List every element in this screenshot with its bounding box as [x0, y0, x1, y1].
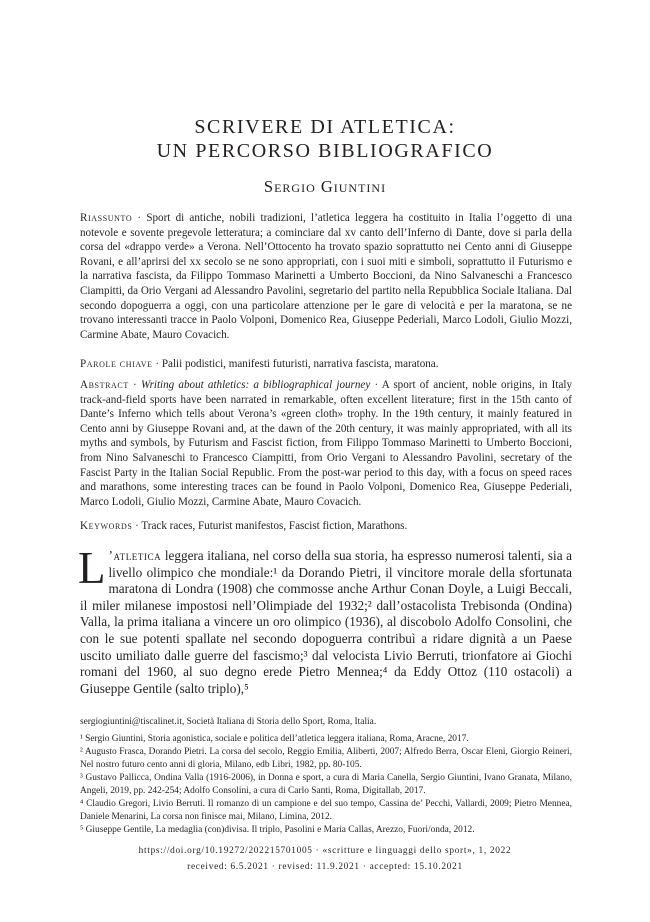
footnote-2: ² Augusto Frasca, Dorando Pietri. La corsa del secolo, Reggio Emilia, Aliberti, 2007; Alfredo Berra, Oscar Eleni, Giorgio Reineri, Nel nostro futuro cento anni di gloria, Milano, edb Libri, 1982, pp. 80-105.	[80, 747, 572, 770]
author-contact-note: sergiogiuntini@tiscalinet.it, Società Italiana di Storia dello Sport, Roma, Italia.	[80, 717, 377, 727]
parole-chiave-text: · Palii podistici, manifesti futuristi, narrativa fascista, maratona.	[152, 358, 439, 370]
submission-dates: received: 6.5.2021 · revised: 11.9.2021 · accepted: 15.10.2021	[187, 862, 463, 872]
riassunto-text: · Sport di antiche, nobili tradizioni, l’atletica leggera ha costituito in Italia l’oggetto di una notevole e sovente pregevole letteratura; a cominciare dal xv canto dell’Inferno di Dante, dove si parla della corsa del «drappo verde» a Verona. Nell’Ottocento ha trovato spazio soprattutto nei Cento anni di Giuseppe Rovani, e all’aprirsi del xx secolo se ne sono appropriati, con i suoi miti e simboli, soprattutto il Futurismo e la narrativa fascista, da Filippo Tommaso Marinetti a Umberto Boccioni, da Nino Salvaneschi a Francesco Ciampitti, da Orio Vergani ad Alessandro Pavolini, segretario del partito nella Repubblica Sociale Italiana. Dal secondo dopoguerra a oggi, con una particolare attenzione per le gare di velocità e per la maratona, se ne trovano interessanti tracce in Paolo Volponi, Domenico Rea, Giuseppe Pederiali, Marco Lodoli, Giulio Mozzi, Carmine Abate, Mauro Covacich.	[80, 212, 572, 341]
keywords-label: Keywords	[80, 520, 133, 532]
footnote-5: ⁵ Giuseppe Gentile, La medaglia (con)divisa. Il triplo, Pasolini e Maria Callas, Arezzo, Fuori/onda, 2012.	[80, 825, 475, 835]
drop-cap: L	[78, 543, 106, 593]
body-lead-word: ’atletica	[108, 548, 162, 563]
abstract-paragraph	[80, 378, 572, 509]
article-title-line-1: SCRIVERE DI ATLETICA:	[194, 116, 456, 138]
footnote-4: ⁴ Claudio Gregori, Livio Berruti. Il romanzo di un campione e del suo tempo, Cassina de’ Pecchi, Vallardi, 2009; Pietro Mennea, Daniele Menarini, La corsa non finisce mai, Milano, Limina, 2012.	[80, 799, 572, 822]
footnote-3: ³ Gustavo Pallicca, Ondina Valla (1916-2006), in Donna e sport, a cura di Maria Canella, Sergio Giuntini, Ivano Granata, Milano, Angeli, 2019, pp. 242-254; Adolfo Consolini, a cura di Carlo Santi, Roma, Digitallab, 2017.	[80, 773, 572, 796]
footnote-1: ¹ Sergio Giuntini, Storia agonistica, sociale e politica dell’atletica leggera italiana, Roma, Aracne, 2017.	[80, 734, 469, 744]
parole-chiave-label: Parole chiave	[80, 358, 153, 370]
abstract-label: Abstract	[80, 379, 129, 391]
abstract-separator: ·	[128, 379, 141, 391]
keywords-text: · Track races, Futurist manifestos, Fascist fiction, Marathons.	[132, 520, 408, 532]
article-title-line-2: UN PERCORSO BIBLIOGRAFICO	[156, 140, 494, 162]
body-text: leggera italiana, nel corso della sua storia, ha espresso numerosi talenti, sia a livello olimpico che mondiale:¹ da Dorando Pietri, il vincitore morale della sfortunata maratona di Londra (1908) che commosse anche Arthur Conan Doyle, a Luigi Beccali, il miler milanese impostosi nell’Olimpiade del 1932;² dall’ostacolista Trebisonda (Ondina) Valla, la prima italiana a vincere un oro olimpico (1936), al discobolo Adolfo Consolini, che con le sue potenti spallate nel secondo dopoguerra contribuì a ridare dignità a un Paese uscito umiliato dalle guerre del fascismo;³ dal velocista Livio Berruti, trionfatore ai Giochi romani del 1960, al suo degno erede Pietro Mennea;⁴ da Eddy Ottoz (110 ostacoli) a Giuseppe Gentile (salto triplo),⁵	[80, 548, 572, 696]
body-paragraph	[78, 543, 572, 697]
abstract-text: · A sport of ancient, noble origins, in Italy track-and-field sports have been narrated in remarkable, often excellent literature; first in the 15th canto of Dante’s Inferno which tells about Verona’s «green cloth» trophy. In the 19th century, it mainly featured in Cento anni by Giuseppe Rovani and, at the dawn of the 20th century, it was mainly appropriated, with all its myths and symbols, by Futurism and Fascist fiction, from Filippo Tommaso Marinetti to Umberto Boccioni, from Nino Salvaneschi to Francesco Ciampitti, from Orio Vergani to Alessandro Pavolini, secretary of the Fascist Party in the Italian Social Republic. From the post-war period to this day, with a focus on speed races and marathons, some interesting traces can be found in Paolo Volponi, Domenico Rea, Giuseppe Pederiali, Marco Lodoli, Giulio Mozzi, Carmine Abate, Mauro Covacich.	[80, 379, 573, 508]
parole-chiave-paragraph	[80, 357, 572, 372]
abstract-english-title: Writing about athletics: a bibliographical journey	[140, 379, 371, 391]
author-name: Sergio Giuntini	[263, 177, 387, 196]
riassunto-paragraph	[80, 211, 572, 342]
doi-line: https://doi.org/10.19272/202215701005 · «scritture e linguaggi dello sport», 1, 2022	[138, 846, 512, 856]
riassunto-label: Riassunto	[80, 212, 133, 224]
keywords-paragraph	[80, 519, 572, 534]
